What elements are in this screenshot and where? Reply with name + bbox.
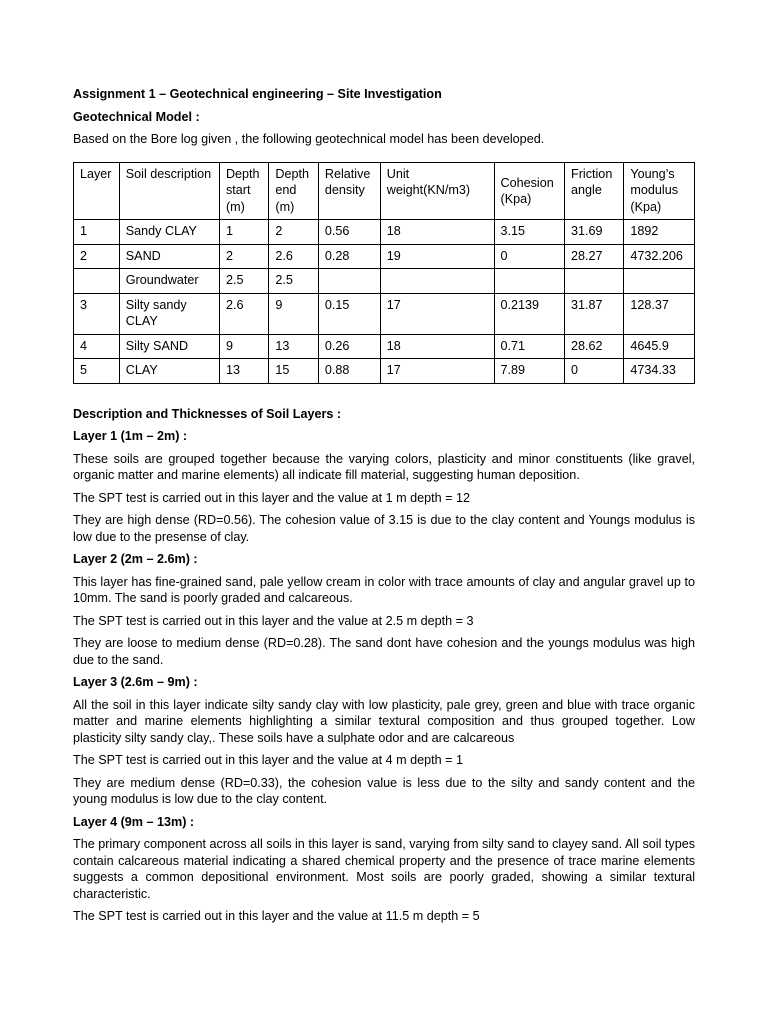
description-heading: Description and Thicknesses of Soil Layers : (73, 406, 342, 421)
table-cell: 2 (219, 244, 268, 269)
table-cell: 15 (269, 359, 318, 384)
table-row (74, 293, 695, 334)
table-cell (565, 269, 624, 294)
table-cell: CLAY (119, 359, 219, 384)
table-cell: 28.62 (565, 334, 624, 359)
table-cell: 31.69 (565, 220, 624, 245)
table-cell: 13 (219, 359, 268, 384)
table-cell: 2.6 (219, 293, 268, 334)
layer-heading: Layer 4 (9m – 13m) : (73, 814, 195, 829)
table-cell: 17 (380, 293, 494, 334)
layer-heading: Layer 1 (1m – 2m) : (73, 429, 188, 443)
paragraph: This layer has fine-grained sand, pale yellow cream in color with trace amounts of clay and angular gravel up to 10mm. The sand is poorly graded and calcareous. (73, 574, 695, 605)
table-cell: 0.28 (318, 244, 380, 269)
table-cell (380, 269, 494, 294)
table-cell: 2 (74, 244, 120, 269)
table-cell: 5 (74, 359, 120, 384)
table-row (74, 244, 695, 269)
table-cell: 2.5 (219, 269, 268, 294)
table-row (74, 334, 695, 359)
table-cell: 19 (380, 244, 494, 269)
table-cell (494, 269, 565, 294)
layer-section-4 (73, 814, 695, 925)
table-cell: 1892 (624, 220, 695, 245)
table-cell: 9 (219, 334, 268, 359)
table-row (74, 359, 695, 384)
paragraph: The SPT test is carried out in this layer and the value at 11.5 m depth = 5 (73, 909, 480, 923)
table-cell: 2.6 (269, 244, 318, 269)
table-cell: 0.26 (318, 334, 380, 359)
table-row (74, 269, 695, 294)
layer-section-1 (73, 428, 695, 545)
table-cell: 0.2139 (494, 293, 565, 334)
table-cell: Silty SAND (119, 334, 219, 359)
table-cell: 0.56 (318, 220, 380, 245)
paragraph: The primary component across all soils in this layer is sand, varying from silty sand to clayey sand. All soil types contain calcareous material indicating a shared chemical property and the presence of trace marine elements suggests a common depositional environment. Most soils are poorly graded, showing a similar textural characteristic. (73, 837, 695, 901)
model-heading: Geotechnical Model : (73, 109, 200, 124)
table-cell: 31.87 (565, 293, 624, 334)
intro-text: Based on the Bore log given , the following geotechnical model has been developed. (73, 132, 545, 146)
layer-heading: Layer 3 (2.6m – 9m) : (73, 675, 198, 689)
document-title: Assignment 1 – Geotechnical engineering – Site Investigation (73, 87, 442, 101)
layer-section-2 (73, 551, 695, 668)
table-cell: Groundwater (119, 269, 219, 294)
table-cell: 9 (269, 293, 318, 334)
paragraph: The SPT test is carried out in this layer and the value at 2.5 m depth = 3 (73, 613, 474, 628)
paragraph: The SPT test is carried out in this layer and the value at 4 m depth = 1 (73, 753, 464, 767)
table-cell: Silty sandy CLAY (119, 293, 219, 334)
paragraph: The SPT test is carried out in this layer and the value at 1 m depth = 12 (73, 490, 471, 505)
table-cell: 17 (380, 359, 494, 384)
header-cell: Young’s modulus (Kpa) (624, 162, 695, 220)
table-cell: SAND (119, 244, 219, 269)
table-header-row (74, 162, 695, 220)
table-cell: 4734.33 (624, 359, 695, 384)
table-cell: 2 (269, 220, 318, 245)
header-cell: Relative density (318, 162, 380, 220)
header-cell: Soil description (119, 162, 219, 220)
table-cell (318, 269, 380, 294)
table-cell: 128.37 (624, 293, 695, 334)
table-row (74, 220, 695, 245)
table-cell: 2.5 (269, 269, 318, 294)
table-cell: 3 (74, 293, 120, 334)
header-cell: Cohesion (Kpa) (494, 162, 565, 220)
header-cell: Layer (74, 162, 120, 220)
table-cell: 4732.206 (624, 244, 695, 269)
header-cell: Depth start (m) (219, 162, 268, 220)
soil-properties-table (73, 162, 695, 384)
paragraph: They are high dense (RD=0.56). The cohesion value of 3.15 is due to the clay content and Youngs modulus is low due to the presense of clay. (73, 513, 695, 544)
table-cell: 0.71 (494, 334, 565, 359)
table-cell: 7.89 (494, 359, 565, 384)
header-cell: Friction angle (565, 162, 624, 220)
table-cell: 1 (74, 220, 120, 245)
table-cell (624, 269, 695, 294)
table-cell: 4645.9 (624, 334, 695, 359)
header-cell: Unit weight(KN/m3) (380, 162, 494, 220)
paragraph: These soils are grouped together because the varying colors, plasticity and minor constituents (like gravel, organic matter and marine elements) all indicate fill material, suggesting human deposition. (73, 451, 695, 482)
paragraph: They are loose to medium dense (RD=0.28). The sand dont have cohesion and the youngs modulus was high due to the sand. (73, 636, 695, 667)
table-cell: 0 (494, 244, 565, 269)
table-cell: 0 (565, 359, 624, 384)
table-cell (74, 269, 120, 294)
table-cell: 1 (219, 220, 268, 245)
document-body (73, 86, 695, 931)
layer-section-3 (73, 674, 695, 808)
paragraph: All the soil in this layer indicate silty sandy clay with low plasticity, pale grey, green and blue with trace organic matter and marine elements highlighting a similar textural composition and thus grouped together. Low plasticity silty sandy clay,. These soils have a sulphate odor and are calcareous (73, 697, 695, 745)
table-cell: 28.27 (565, 244, 624, 269)
table-cell: 18 (380, 334, 494, 359)
table-cell: 18 (380, 220, 494, 245)
table-cell: 3.15 (494, 220, 565, 245)
table-cell: 0.88 (318, 359, 380, 384)
table-cell: 13 (269, 334, 318, 359)
table-cell: 0.15 (318, 293, 380, 334)
paragraph: They are medium dense (RD=0.33), the cohesion value is less due to the silty and sandy content and the young modulus is low due to the clay content. (73, 775, 695, 806)
table-cell: 4 (74, 334, 120, 359)
table-cell: Sandy CLAY (119, 220, 219, 245)
header-cell: Depth end (m) (269, 162, 318, 220)
layer-heading: Layer 2 (2m – 2.6m) : (73, 552, 198, 566)
